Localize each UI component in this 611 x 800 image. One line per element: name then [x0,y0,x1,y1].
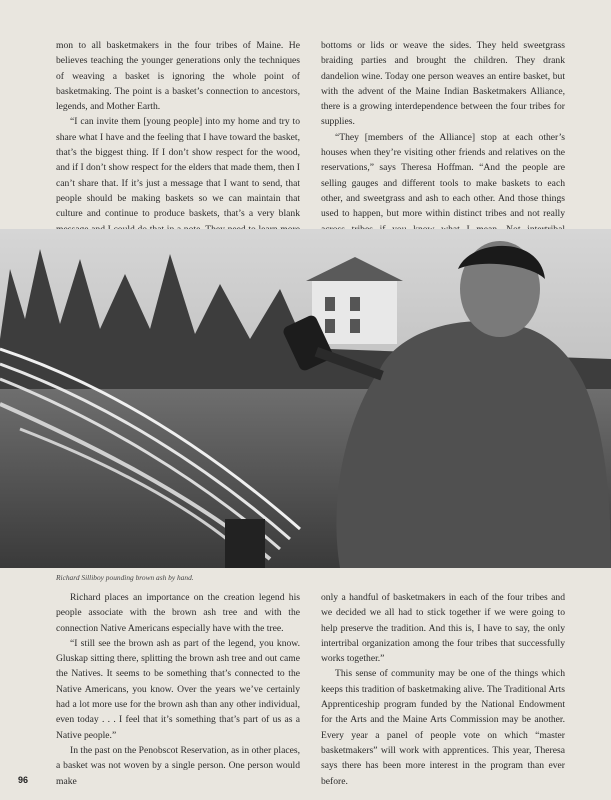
text-column-top-right [321,38,565,252]
page-number: 96 [18,775,29,785]
text-column-bottom-right [321,590,565,789]
photo-illustration [0,229,611,568]
photograph-man-pounding-ash [0,229,611,568]
paragraph: This sense of community may be one of the things which keeps this tradition of basketmaking alive. The Traditional Arts Apprenticeship program funded by the National Endowment for the Arts and the Maine Arts Commission may be another. Every year a panel of people vote on which “master basketmakers” will work with apprentices. This year, Theresa says there has been more interest in the program than ever before. [321,668,565,787]
paragraph: In the past on the Penobscot Reservation, as in other places, a basket was not woven by a single person. One person would make [56,744,300,787]
paragraph: bottoms or lids or weave the sides. They held sweetgrass braiding parties and brought the children. They drank dandelion wine. Today one person weaves an entire basket, but with the advent of the Maine Indian Basketmakers Alliance, there is a growing interdependence between the four tribes for supplies. [321,40,565,128]
text-column-bottom-left [56,590,300,789]
paragraph: mon to all basketmakers in the four tribes of Maine. He believes teaching the younger generations only the techniques of weaving a basket is ignoring the whole point of basketmaking. The point is a basket’s connection to ancestors, legends, and Mother Earth. [56,40,300,113]
paragraph: “I still see the brown ash as part of the legend, you know. Gluskap sitting there, splitting the brown ash tree and out came the Natives. It seems to be something that’s connected to the Native Americans, you know. Over the years we’ve certainly had a lot more use for the brown ash than any other individual, even today . . . I feel that it’s something that’s part of us as a Native people.” [56,637,300,741]
paragraph: only a handful of basketmakers in each of the four tribes and we decided we all had to stick together if we were going to help preserve the tradition. And this is, I have to say, the only intertribal organization among the four tribes that successfully works together.” [321,592,565,665]
paragraph: Richard places an importance on the creation legend his people associate with the brown ash tree and with the connection Native Americans especially have with the tree. [56,592,300,634]
paragraph: “They [members of the Alliance] stop at each other’s houses when they’re visiting other friends and relatives on the reservations,” says Theresa Hoffman. “And the people are selling gauges and different tools to make baskets to each other, and sweetgrass and ash to each other. And those things used to happen, but more within distinct tribes and not really [321,131,565,220]
text-column-top-left [56,38,300,252]
photo-caption: Richard Silliboy pounding brown ash by hand. [56,573,194,582]
paragraph: “I can invite them [young people] into my home and try to share what I have and the feeling that I have toward the basket, that’s the biggest thing. If I don’t show respect for the wood, and if I don’t show respect for the elders that made them, then I can’t share that. If it’s just a message that I want to send, that people should be making baskets so we can maintain that culture and continue to produce baskets, that’s a very blank [56,116,300,220]
